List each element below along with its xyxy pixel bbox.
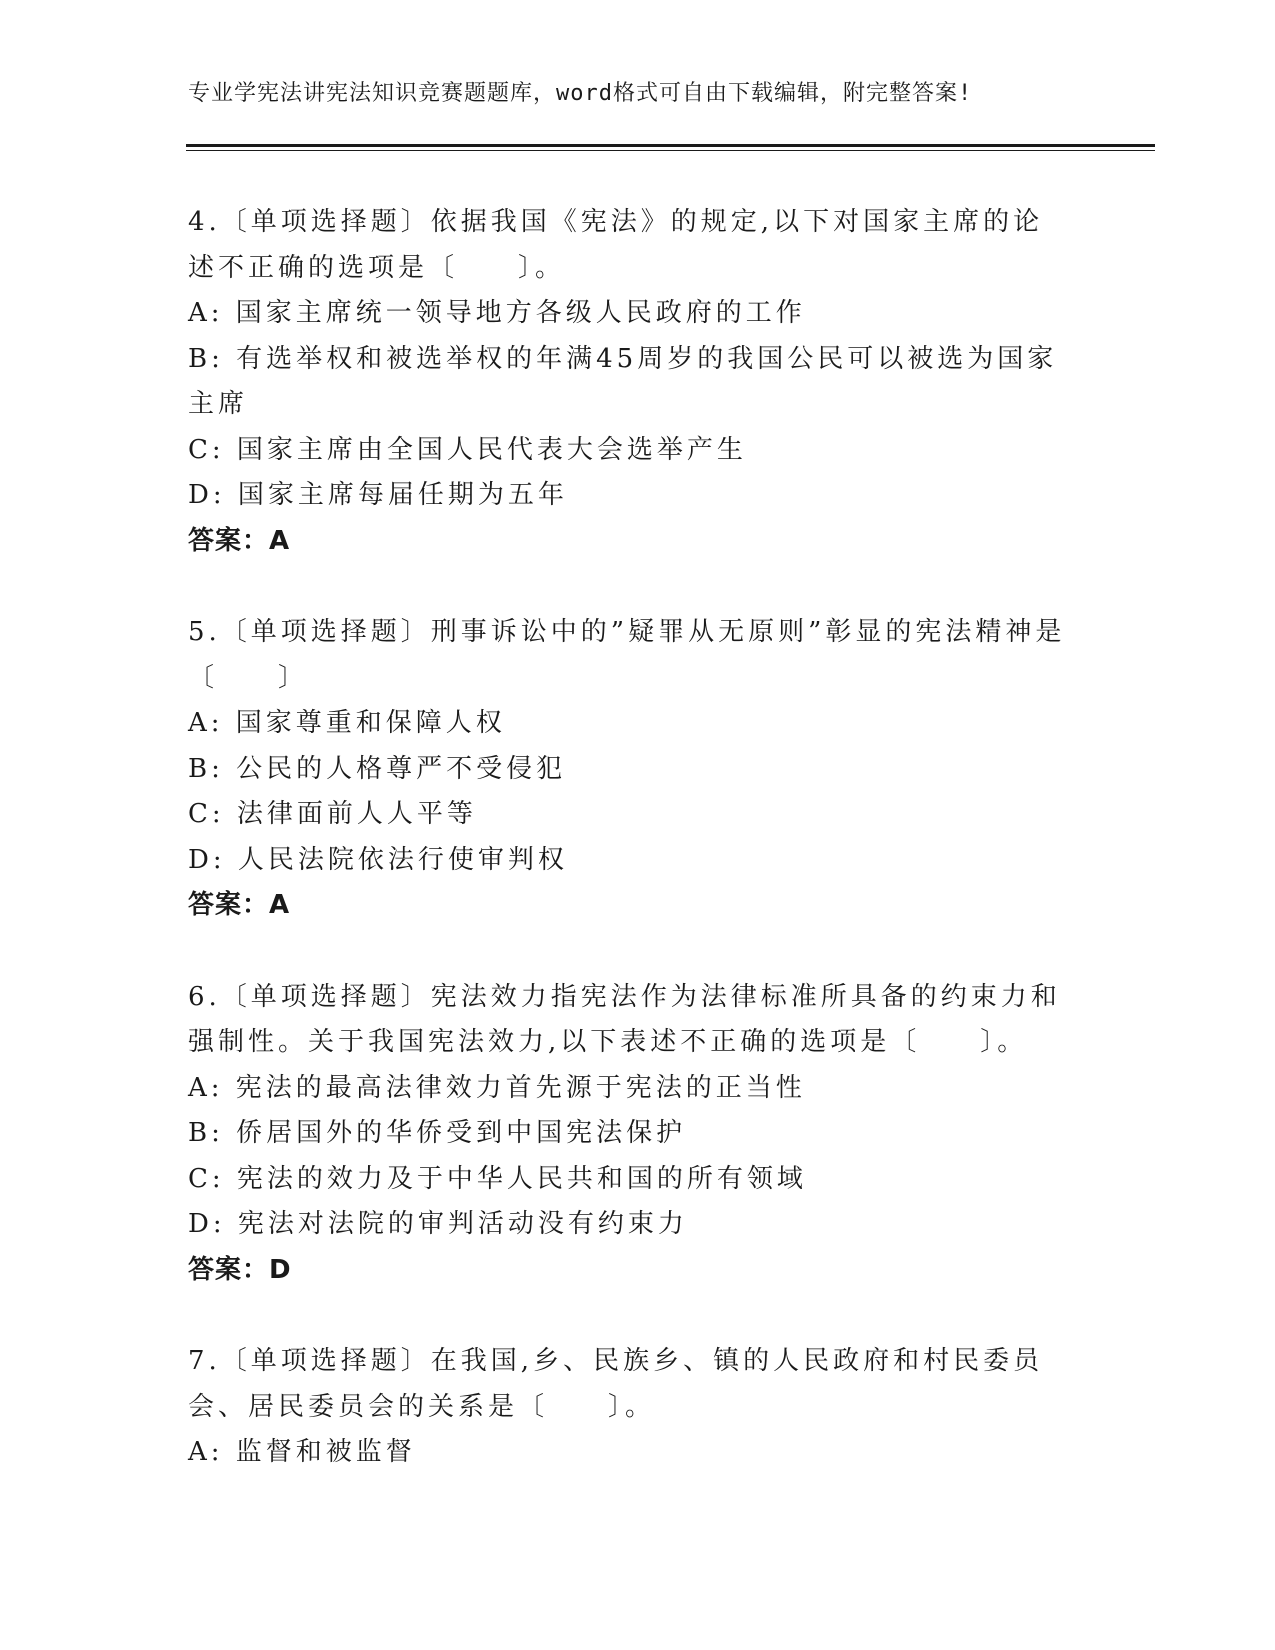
question-7: [188, 1339, 1088, 1476]
page-header: 专业学宪法讲宪法知识竞赛题题库，word格式可自由下载编辑，附完整答案!: [188, 81, 973, 106]
option-a: A: 监督和被监督: [188, 1437, 416, 1467]
header-divider-thin: [186, 150, 1155, 151]
question-6: [188, 975, 1088, 1294]
question-stem: 7.〔单项选择题〕在我国,乡、民族乡、镇的人民政府和村民委员会、居民委员会的关系是〔 〕。: [188, 1346, 1044, 1422]
answer: 答案：A: [188, 890, 291, 920]
option-d: D: 宪法对法院的审判活动没有约束力: [188, 1209, 688, 1239]
option-b: B: 公民的人格尊严不受侵犯: [188, 753, 567, 784]
option-c: C: 国家主席由全国人民代表大会选举产生: [188, 434, 747, 465]
header-divider: [186, 144, 1155, 147]
question-stem: 4.〔单项选择题〕依据我国《宪法》的规定,以下对国家主席的论述不正确的选项是〔 〕。: [188, 207, 1044, 283]
answer: 答案：A: [188, 525, 291, 556]
question-list: [188, 200, 1088, 1522]
option-d: D: 人民法院依法行使审判权: [188, 844, 568, 875]
option-c: C: 宪法的效力及于中华人民共和国的所有领域: [188, 1163, 807, 1194]
option-d: D: 国家主席每届任期为五年: [188, 480, 568, 510]
question-stem: 5.〔单项选择题〕刑事诉讼中的”疑罪从无原则”彰显的宪法精神是〔 〕: [188, 617, 1066, 693]
question-stem: 6.〔单项选择题〕宪法效力指宪法作为法律标准所具备的约束力和强制性。关于我国宪法效力,以下表述不正确的选项是〔 〕。: [188, 981, 1061, 1057]
option-a: A: 国家尊重和保障人权: [188, 708, 506, 738]
option-b: B: 侨居国外的华侨受到中国宪法保护: [188, 1118, 687, 1148]
option-c: C: 法律面前人人平等: [188, 799, 477, 829]
option-a: A: 国家主席统一领导地方各级人民政府的工作: [188, 298, 806, 328]
question-4: [188, 200, 1088, 564]
answer: 答案：D: [188, 1254, 292, 1285]
option-a: A: 宪法的最高法律效力首先源于宪法的正当性: [188, 1072, 806, 1103]
option-b: B: 有选举权和被选举权的年满45周岁的我国公民可以被选为国家主席: [188, 343, 1058, 419]
question-5: [188, 610, 1088, 929]
